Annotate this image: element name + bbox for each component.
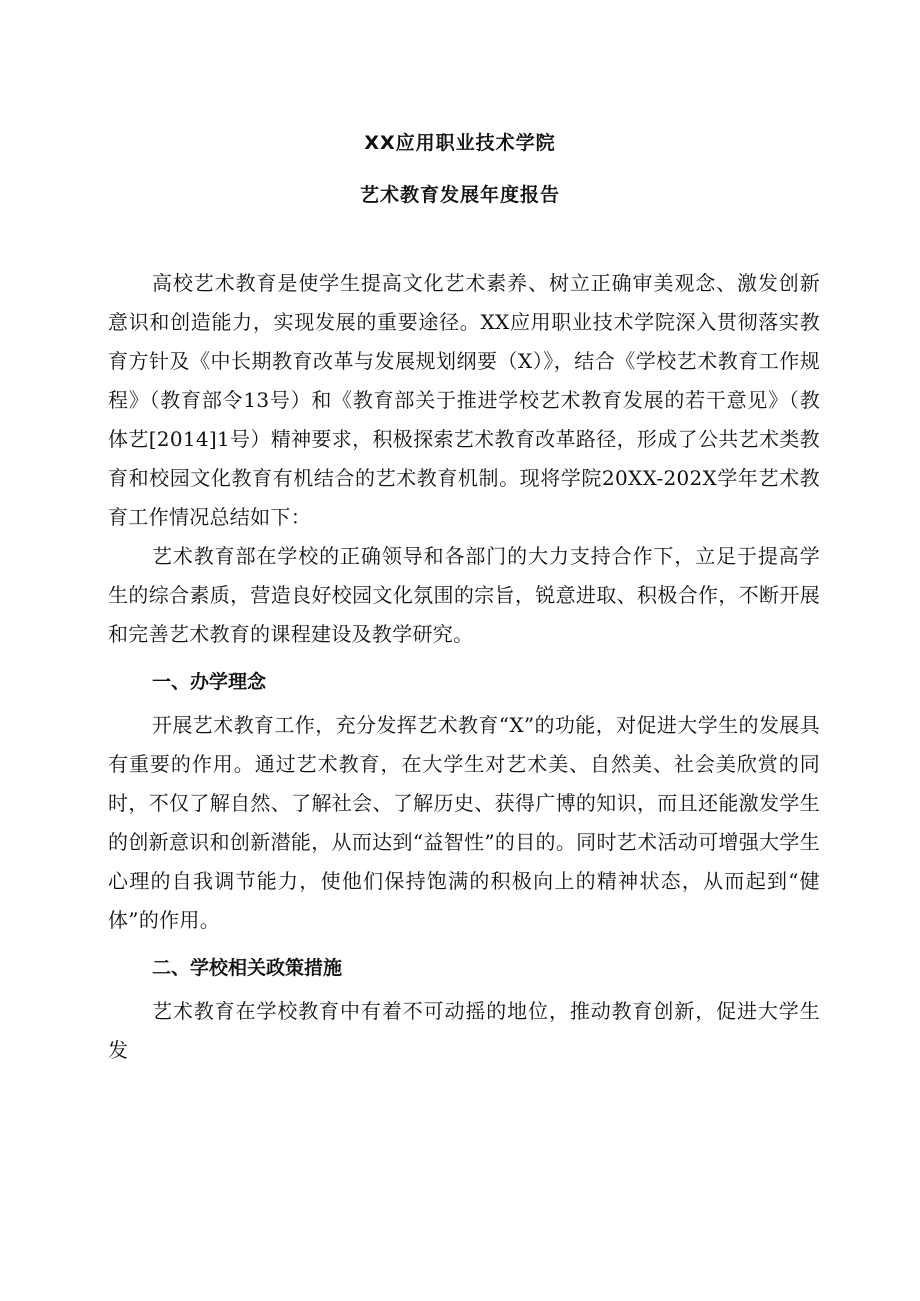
- paragraph-philosophy: 开展艺术教育工作，充分发挥艺术教育“X”的功能，对促进大学生的发展具有重要的作用。通过艺术教育，在大学生对艺术美、自然美、社会美欣赏的同时，不仅了解自然、了解社会、了解历史、获得广博的知识，而且还能激发学生的创新意识和创新潜能，从而达到“益智性”的目的。同时艺术活动可增强大学生心理的自我调节能力，使他们保持饱满的积极向上的精神状态，从而起到“健体”的作用。: [108, 713, 820, 932]
- section-heading-policy: 二、学校相关政策措施: [152, 957, 343, 979]
- paragraph-intro: 高校艺术教育是使学生提高文化艺术素养、树立正确审美观念、激发创新意识和创造能力，实现发展的重要途径。XX应用职业技术学院深入贯彻落实教育方针及《中长期教育改革与发展规划纲要（X）》，结合《学校艺术教育工作规程》（教育部令13号）和《教育部关于推进学校艺术教育发展的若干意见》（教体艺[2014]1号）精神要求，积极探索艺术教育改革路径，形成了公共艺术类教育和校园文化教育有机结合的艺术教育机制。现将学院20XX-202X学年艺术教育工作情况总结如下：: [108, 271, 820, 529]
- document-title-report: 艺术教育发展年度报告: [359, 184, 560, 206]
- document-title-institution: XX应用职业技术学院: [364, 132, 556, 154]
- paragraph-policy: 艺术教育在学校教育中有着不可动摇的地位，推动教育创新，促进大学生发: [108, 999, 820, 1062]
- paragraph-department: 艺术教育部在学校的正确领导和各部门的大力支持合作下，立足于提高学生的综合素质，营造良好校园文化氛围的宗旨，锐意进取、积极合作，不断开展和完善艺术教育的课程建设及教学研究。: [108, 544, 820, 646]
- section-heading-philosophy: 一、办学理念: [152, 671, 267, 693]
- document-body: [108, 264, 820, 1070]
